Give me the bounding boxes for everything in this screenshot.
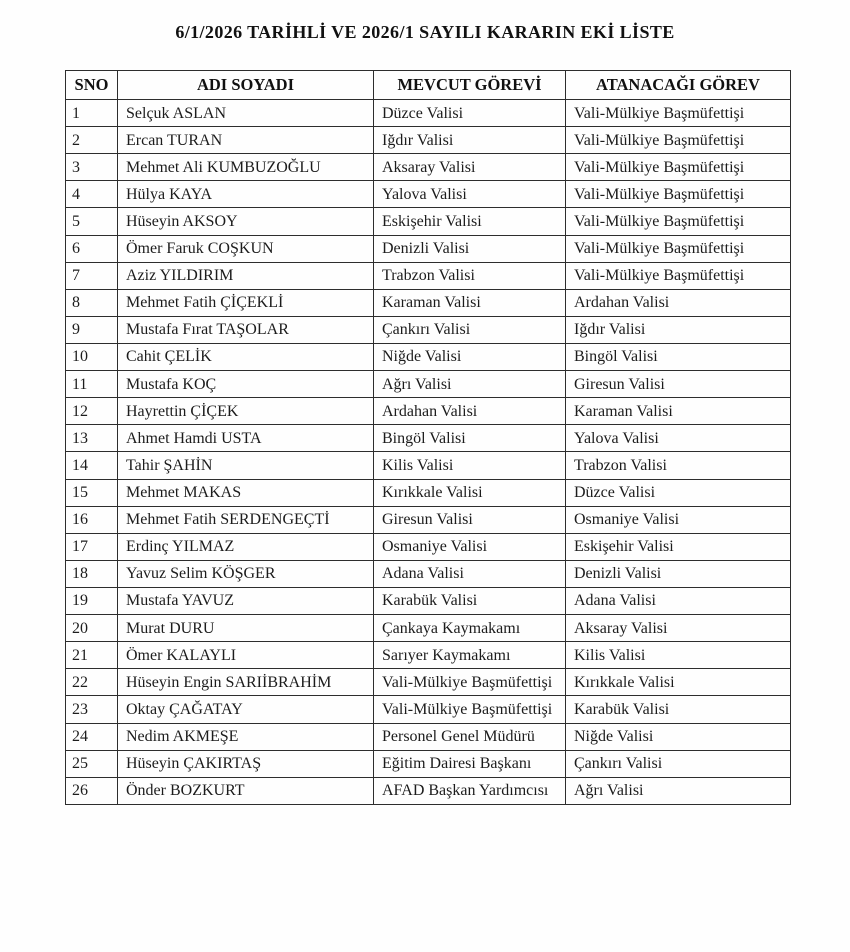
cell-assigned-position: Çankırı Valisi [566, 750, 791, 777]
cell-current-position: Ardahan Valisi [374, 398, 566, 425]
cell-name: Mustafa KOÇ [118, 371, 374, 398]
cell-sno: 13 [66, 425, 118, 452]
cell-sno: 6 [66, 235, 118, 262]
table-row [66, 127, 791, 154]
cell-current-position: Trabzon Valisi [374, 262, 566, 289]
cell-sno: 16 [66, 506, 118, 533]
cell-sno: 15 [66, 479, 118, 506]
cell-current-position: Kırıkkale Valisi [374, 479, 566, 506]
cell-assigned-position: Vali-Mülkiye Başmüfettişi [566, 154, 791, 181]
cell-assigned-position: Osmaniye Valisi [566, 506, 791, 533]
cell-name: Murat DURU [118, 615, 374, 642]
cell-current-position: Eğitim Dairesi Başkanı [374, 750, 566, 777]
cell-name: Hayrettin ÇİÇEK [118, 398, 374, 425]
cell-name: Hüseyin Engin SARIİBRAHİM [118, 669, 374, 696]
cell-name: Ömer Faruk COŞKUN [118, 235, 374, 262]
table-row [66, 777, 791, 804]
cell-assigned-position: Kilis Valisi [566, 642, 791, 669]
cell-assigned-position: Kırıkkale Valisi [566, 669, 791, 696]
cell-assigned-position: Niğde Valisi [566, 723, 791, 750]
cell-assigned-position: Iğdır Valisi [566, 316, 791, 343]
cell-name: Cahit ÇELİK [118, 343, 374, 370]
cell-current-position: Düzce Valisi [374, 100, 566, 127]
cell-name: Yavuz Selim KÖŞGER [118, 560, 374, 587]
cell-current-position: Iğdır Valisi [374, 127, 566, 154]
cell-assigned-position: Karaman Valisi [566, 398, 791, 425]
cell-current-position: Personel Genel Müdürü [374, 723, 566, 750]
page-title: 6/1/2026 TARİHLİ VE 2026/1 SAYILI KARARIN EKİ LİSTE [175, 22, 675, 42]
cell-name: Hülya KAYA [118, 181, 374, 208]
table-row [66, 289, 791, 316]
assignment-table [65, 70, 791, 805]
table-row [66, 642, 791, 669]
cell-current-position: Osmaniye Valisi [374, 533, 566, 560]
cell-assigned-position: Denizli Valisi [566, 560, 791, 587]
table-row [66, 560, 791, 587]
cell-assigned-position: Karabük Valisi [566, 696, 791, 723]
header-sno: SNO [66, 71, 118, 100]
table-row [66, 425, 791, 452]
cell-name: Selçuk ASLAN [118, 100, 374, 127]
cell-sno: 26 [66, 777, 118, 804]
table-header-row [66, 71, 791, 100]
cell-name: Ercan TURAN [118, 127, 374, 154]
cell-name: Aziz YILDIRIM [118, 262, 374, 289]
table-row [66, 181, 791, 208]
cell-sno: 14 [66, 452, 118, 479]
table-row [66, 316, 791, 343]
cell-sno: 12 [66, 398, 118, 425]
cell-sno: 8 [66, 289, 118, 316]
cell-sno: 11 [66, 371, 118, 398]
cell-current-position: Kilis Valisi [374, 452, 566, 479]
cell-current-position: Sarıyer Kaymakamı [374, 642, 566, 669]
cell-sno: 7 [66, 262, 118, 289]
cell-assigned-position: Vali-Mülkiye Başmüfettişi [566, 181, 791, 208]
cell-current-position: Karabük Valisi [374, 587, 566, 614]
cell-sno: 18 [66, 560, 118, 587]
table-row [66, 750, 791, 777]
table-row [66, 343, 791, 370]
header-assigned-position: ATANACAĞI GÖREV [566, 71, 791, 100]
cell-assigned-position: Vali-Mülkiye Başmüfettişi [566, 235, 791, 262]
table-row [66, 723, 791, 750]
cell-assigned-position: Eskişehir Valisi [566, 533, 791, 560]
cell-assigned-position: Bingöl Valisi [566, 343, 791, 370]
table-row [66, 452, 791, 479]
cell-name: Mehmet Ali KUMBUZOĞLU [118, 154, 374, 181]
cell-sno: 2 [66, 127, 118, 154]
cell-current-position: Vali-Mülkiye Başmüfettişi [374, 696, 566, 723]
cell-assigned-position: Adana Valisi [566, 587, 791, 614]
cell-assigned-position: Vali-Mülkiye Başmüfettişi [566, 208, 791, 235]
cell-sno: 1 [66, 100, 118, 127]
cell-sno: 19 [66, 587, 118, 614]
cell-assigned-position: Trabzon Valisi [566, 452, 791, 479]
cell-current-position: Karaman Valisi [374, 289, 566, 316]
cell-sno: 20 [66, 615, 118, 642]
cell-current-position: AFAD Başkan Yardımcısı [374, 777, 566, 804]
cell-sno: 3 [66, 154, 118, 181]
cell-sno: 5 [66, 208, 118, 235]
cell-current-position: Adana Valisi [374, 560, 566, 587]
cell-name: Mehmet Fatih ÇİÇEKLİ [118, 289, 374, 316]
cell-current-position: Ağrı Valisi [374, 371, 566, 398]
header-current-position: MEVCUT GÖREVİ [374, 71, 566, 100]
table-row [66, 371, 791, 398]
cell-sno: 10 [66, 343, 118, 370]
cell-assigned-position: Vali-Mülkiye Başmüfettişi [566, 127, 791, 154]
table-row [66, 506, 791, 533]
cell-name: Hüseyin ÇAKIRTAŞ [118, 750, 374, 777]
cell-name: Önder BOZKURT [118, 777, 374, 804]
table-row [66, 208, 791, 235]
table-row [66, 533, 791, 560]
table-row [66, 154, 791, 181]
cell-name: Oktay ÇAĞATAY [118, 696, 374, 723]
cell-assigned-position: Düzce Valisi [566, 479, 791, 506]
cell-assigned-position: Vali-Mülkiye Başmüfettişi [566, 100, 791, 127]
cell-name: Ömer KALAYLI [118, 642, 374, 669]
table-row [66, 479, 791, 506]
cell-current-position: Giresun Valisi [374, 506, 566, 533]
cell-name: Ahmet Hamdi USTA [118, 425, 374, 452]
header-name: ADI SOYADI [118, 71, 374, 100]
table-row [66, 100, 791, 127]
cell-current-position: Niğde Valisi [374, 343, 566, 370]
cell-sno: 24 [66, 723, 118, 750]
cell-sno: 21 [66, 642, 118, 669]
cell-name: Mustafa Fırat TAŞOLAR [118, 316, 374, 343]
cell-sno: 4 [66, 181, 118, 208]
cell-current-position: Denizli Valisi [374, 235, 566, 262]
table-row [66, 398, 791, 425]
table-row [66, 615, 791, 642]
table-body [66, 100, 791, 805]
cell-sno: 9 [66, 316, 118, 343]
cell-name: Mehmet Fatih SERDENGEÇTİ [118, 506, 374, 533]
cell-name: Tahir ŞAHİN [118, 452, 374, 479]
cell-assigned-position: Ağrı Valisi [566, 777, 791, 804]
table-header [66, 71, 791, 100]
cell-assigned-position: Aksaray Valisi [566, 615, 791, 642]
table-row [66, 587, 791, 614]
cell-assigned-position: Yalova Valisi [566, 425, 791, 452]
cell-name: Hüseyin AKSOY [118, 208, 374, 235]
cell-name: Mehmet MAKAS [118, 479, 374, 506]
cell-name: Mustafa YAVUZ [118, 587, 374, 614]
cell-sno: 17 [66, 533, 118, 560]
cell-name: Nedim AKMEŞE [118, 723, 374, 750]
cell-sno: 22 [66, 669, 118, 696]
table-row [66, 235, 791, 262]
cell-sno: 25 [66, 750, 118, 777]
table-row [66, 696, 791, 723]
cell-current-position: Eskişehir Valisi [374, 208, 566, 235]
cell-current-position: Aksaray Valisi [374, 154, 566, 181]
cell-current-position: Yalova Valisi [374, 181, 566, 208]
cell-name: Erdinç YILMAZ [118, 533, 374, 560]
cell-current-position: Çankaya Kaymakamı [374, 615, 566, 642]
cell-sno: 23 [66, 696, 118, 723]
cell-current-position: Bingöl Valisi [374, 425, 566, 452]
table-row [66, 669, 791, 696]
cell-assigned-position: Giresun Valisi [566, 371, 791, 398]
cell-current-position: Çankırı Valisi [374, 316, 566, 343]
cell-assigned-position: Vali-Mülkiye Başmüfettişi [566, 262, 791, 289]
cell-assigned-position: Ardahan Valisi [566, 289, 791, 316]
cell-current-position: Vali-Mülkiye Başmüfettişi [374, 669, 566, 696]
table-row [66, 262, 791, 289]
